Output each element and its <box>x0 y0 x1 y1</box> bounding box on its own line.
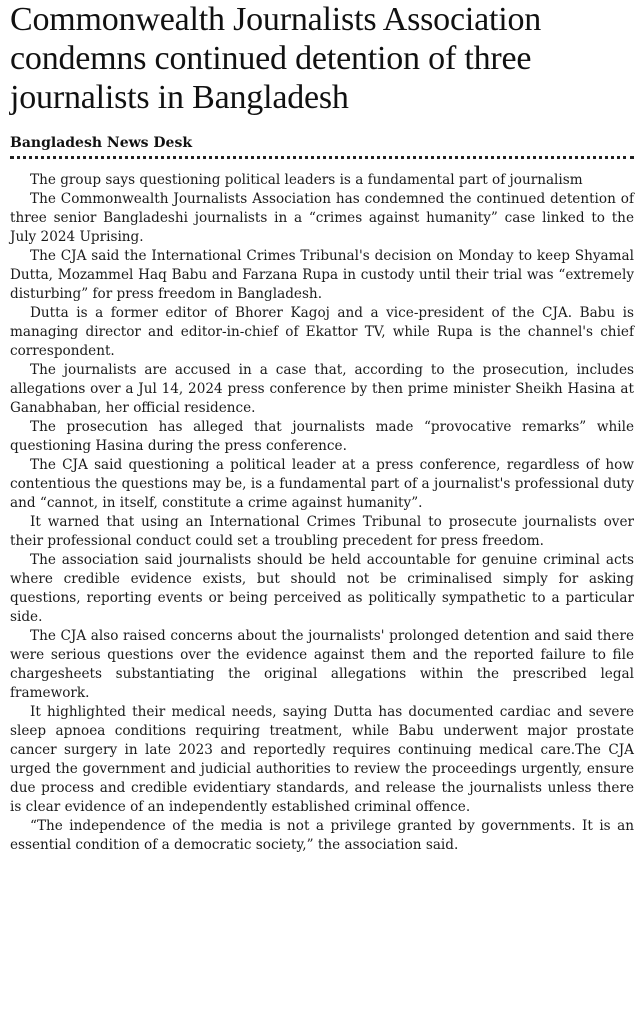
article-paragraph: The Commonwealth Journalists Association has condemned the continued detention of three senior Bangladeshi journalists in a “crimes against humanity” case linked to the July 2024 Uprising. <box>10 191 634 245</box>
article-paragraph: The association said journalists should be held accountable for genuine criminal acts where credible evidence exists, but should not be criminalised simply for asking questions, reporting events or being perceived as politically sympathetic to a particular side. <box>10 552 634 625</box>
dotted-divider <box>10 156 634 159</box>
article-paragraph: It highlighted their medical needs, saying Dutta has documented cardiac and severe sleep apnoea conditions requiring treatment, while Babu underwent major prostate cancer surgery in late 2023 and reportedly requires continuing medical care.The CJA urged the government and judicial authorities to review the proceedings urgently, ensure due process and credible evidentiary standards, and release the journalists unless there is clear evidence of an independently established criminal offence. <box>10 704 634 815</box>
article-paragraph: It warned that using an International Crimes Tribunal to prosecute journalists over their professional conduct could set a troubling precedent for press freedom. <box>10 514 634 549</box>
article-byline: Bangladesh News Desk <box>10 135 193 151</box>
article-paragraph: The CJA also raised concerns about the journalists' prolonged detention and said there were serious questions over the evidence against them and the reported failure to file chargesheets substantiating the original allegations within the prescribed legal framework. <box>10 628 634 701</box>
article-body <box>10 171 634 855</box>
article-headline: Commonwealth Journalists Association condemns continued detention of three journalists in Bangladesh <box>10 1 542 116</box>
article-paragraph: “The independence of the media is not a privilege granted by governments. It is an essential condition of a democratic society,” the association said. <box>10 818 634 853</box>
article-paragraph: The group says questioning political leaders is a fundamental part of journalism <box>30 172 583 188</box>
article-paragraph: The CJA said the International Crimes Tribunal's decision on Monday to keep Shyamal Dutta, Mozammel Haq Babu and Farzana Rupa in custody until their trial was “extremely disturbing” for press freedom in Bangladesh. <box>10 248 634 302</box>
article-paragraph: The journalists are accused in a case that, according to the prosecution, includes allegations over a Jul 14, 2024 press conference by then prime minister Sheikh Hasina at Ganabhaban, her official residence. <box>10 362 634 416</box>
article-paragraph: Dutta is a former editor of Bhorer Kagoj and a vice-president of the CJA. Babu is managing director and editor-in-chief of Ekattor TV, while Rupa is the channel's chief correspondent. <box>10 305 634 359</box>
article-paragraph: The prosecution has alleged that journalists made “provocative remarks” while questioning Hasina during the press conference. <box>10 419 634 454</box>
article-paragraph: The CJA said questioning a political leader at a press conference, regardless of how contentious the questions may be, is a fundamental part of a journalist's professional duty and “cannot, in itself, constitute a crime against humanity”. <box>10 457 634 511</box>
